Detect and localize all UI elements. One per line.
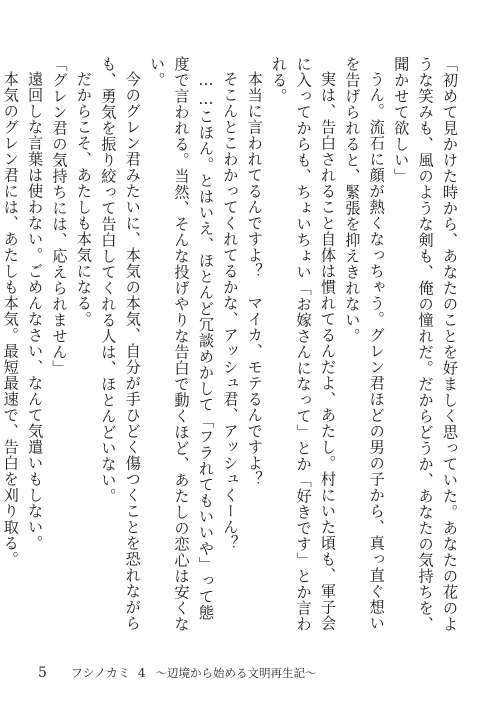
paragraph-5: そこんとこわかってくれてるかな、アッシュ君、アッシュくーん？ — [221, 71, 240, 552]
paragraph-1: 「初めて見かけた時から、あなたのことを好ましく思っていた。あなたの花のような笑みも、風のような剣も、俺の憧れだ。だからどうか、あなたの気持ちを、聞かせて欲しい」 — [392, 56, 459, 632]
paragraph-11: 本気のグレン君には、あたしも本気。最短最速で、告白を刈り取る。 — [1, 71, 20, 568]
page-footer — [38, 664, 316, 681]
paragraph-2: うん。流石に顔が熱くなっちゃう。グレン君ほどの男の子から、真っ直ぐ想いを告げられると、緊張を抑えきれない。 — [343, 56, 386, 632]
book-subtitle: ～辺境から始める文明再生記～ — [155, 666, 317, 680]
paragraph-9: 「グレン君の気持ちには、応えられません」 — [50, 56, 69, 376]
book-title: フシノカミ — [70, 666, 130, 680]
paragraph-7: 今のグレン君みたいに、本気の本気、自分が手ひどく傷つくことを恐れながらも、勇気を振り絞って告白してくれる人は、ほとんどいない。 — [99, 56, 142, 632]
paragraph-4: 本当に言われてるんですよ？ マイカ、モテるんですよ？ — [245, 71, 264, 488]
paragraph-10: 遠回しな言葉は使わない。ごめんなさい、なんて気遣いもしない。 — [26, 71, 45, 552]
page-number: 5 — [38, 665, 47, 681]
paragraph-8: だからこそ、あたしも本気になる。 — [74, 71, 93, 328]
volume-number: 4 — [137, 666, 146, 680]
vertical-text-body — [1, 56, 462, 636]
paragraph-6: ……こほん。とはいえ、ほとんど冗談めかして「フラれてもいいや」って態度で言われる。当然、そんな投げやりな告白で動くほど、あたしの恋心は安くない。 — [148, 56, 215, 632]
paragraph-3: 実は、告白されること自体は慣れてるんだよ、あたし。村にいた頃も、軍子会に入ってからも、ちょいちょい「お嫁さんになって」とか「好きです」とか言われる。 — [270, 56, 337, 632]
